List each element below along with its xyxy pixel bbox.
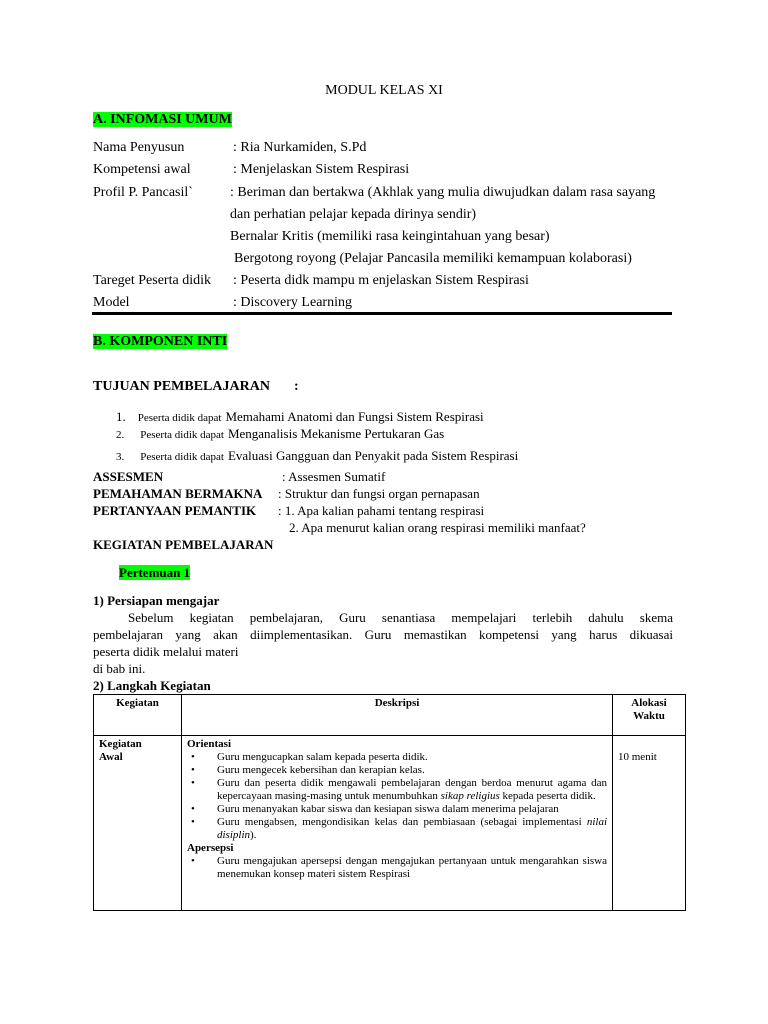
header-alokasi: Alokasi Waktu <box>613 695 686 736</box>
list-item: • Guru mengabsen, mengondisikan kelas dan pembiasaan (sebagai implementasi nilai disiplin). <box>191 816 608 841</box>
header-deskripsi: Deskripsi <box>182 695 613 736</box>
info-value: : Discovery Learning <box>233 295 352 310</box>
tujuan-colon: : <box>294 379 299 394</box>
info-value: : Menjelaskan Sistem Respirasi <box>233 162 410 177</box>
objective-item: 2. Peserta didik dapat Menganalisis Mekanisme Pertukaran Gas <box>116 426 445 441</box>
list-item: • Guru mengecek kebersihan dan kerapian kelas. <box>191 764 425 776</box>
list-item: • Guru dan peserta didik mengawali pembelajaran dengan berdoa menurut agama dan kepercayaan masing-masing untuk menumbuhkan sikap religius kepada peserta didik. <box>191 777 607 802</box>
kegiatan-table <box>93 694 686 911</box>
kegiatan-cell: Kegiatan Awal <box>94 736 182 911</box>
orientasi-list <box>187 751 607 842</box>
pertanyaan-label: PERTANYAAN PEMANTIK <box>93 503 257 518</box>
assesmen-label: ASSESMEN <box>93 469 164 484</box>
section-b-heading: B. KOMPONEN INTI <box>93 334 228 349</box>
persiapan-text: pembelajaran yang akan diimplementasikan. Guru memastikan kompetensi yang harus dikuasai <box>93 627 673 642</box>
orientasi-heading: Orientasi <box>187 738 231 750</box>
list-item: • Guru menanyakan kabar siswa dan kesiapan siswa dalam menerima pelajaran <box>191 803 559 815</box>
pemahaman-value: : Struktur dan fungsi organ pernapasan <box>278 486 480 501</box>
waktu-cell: 10 menit <box>613 736 686 911</box>
pemahaman-label: PEMAHAMAN BERMAKNA <box>93 486 263 501</box>
assesmen-value: : Assesmen Sumatif <box>282 469 386 484</box>
section-divider <box>92 312 672 315</box>
kegiatan-heading: KEGIATAN PEMBELAJARAN <box>93 537 274 552</box>
info-label: Profil P. Pancasil` <box>93 185 193 200</box>
langkah-heading: 2) Langkah Kegiatan <box>93 678 211 693</box>
table-row <box>94 736 686 911</box>
info-value-cont: Bernalar Kritis (memiliki rasa keingintahuan yang besar) <box>230 229 550 244</box>
persiapan-text: di bab ini. <box>93 661 146 676</box>
info-value-cont: dan perhatian pelajar kepada dirinya sendir) <box>230 207 477 222</box>
header-kegiatan: Kegiatan <box>94 695 182 736</box>
pertanyaan-2: 2. Apa menurut kalian orang respirasi memiliki manfaat? <box>289 520 586 535</box>
persiapan-heading: 1) Persiapan mengajar <box>93 593 220 608</box>
info-label: Model <box>93 295 130 310</box>
info-label: Kompetensi awal <box>93 162 191 177</box>
persiapan-text: peserta didik melalui materi <box>93 644 239 659</box>
info-label: Tareget Peserta didik <box>93 273 211 288</box>
pertemuan-label: Pertemuan 1 <box>119 565 191 580</box>
list-item: • Guru mengajukan apersepsi dengan mengajukan pertanyaan untuk mengarahkan siswa menemukan konsep materi sistem Respirasi <box>191 855 607 880</box>
list-item: • Guru mengucapkan salam kepada peserta didik. <box>191 751 428 763</box>
info-value-cont: Bergotong royong (Pelajar Pancasila memiliki kemampuan kolaborasi) <box>234 251 632 266</box>
persiapan-text: Sebelum kegiatan pembelajaran, Guru senantiasa mempelajari terlebih dahulu skema <box>128 610 673 625</box>
objective-item: 3. Peserta didik dapat Evaluasi Gangguan dan Penyakit pada Sistem Respirasi <box>116 448 519 463</box>
pertanyaan-1: : 1. Apa kalian pahami tentang respirasi <box>278 503 485 518</box>
info-label: Nama Penyusun <box>93 140 185 155</box>
tujuan-heading: TUJUAN PEMBELAJARAN <box>93 379 270 394</box>
apersepsi-heading: Apersepsi <box>187 842 234 854</box>
page-title: MODUL KELAS XI <box>325 83 443 98</box>
objective-item: 1. Peserta didik dapat Memahami Anatomi dan Fungsi Sistem Respirasi <box>116 409 484 424</box>
apersepsi-list <box>187 855 607 881</box>
info-value: : Beriman dan bertakwa (Akhlak yang mulia diwujudkan dalam rasa sayang <box>230 185 656 200</box>
section-a-heading: A. INFOMASI UMUM <box>93 112 232 127</box>
info-value: : Peserta didk mampu m enjelaskan Sistem Respirasi <box>233 273 529 288</box>
table-header-row <box>94 695 686 736</box>
deskripsi-cell <box>182 736 613 911</box>
info-value: : Ria Nurkamiden, S.Pd <box>233 140 367 155</box>
